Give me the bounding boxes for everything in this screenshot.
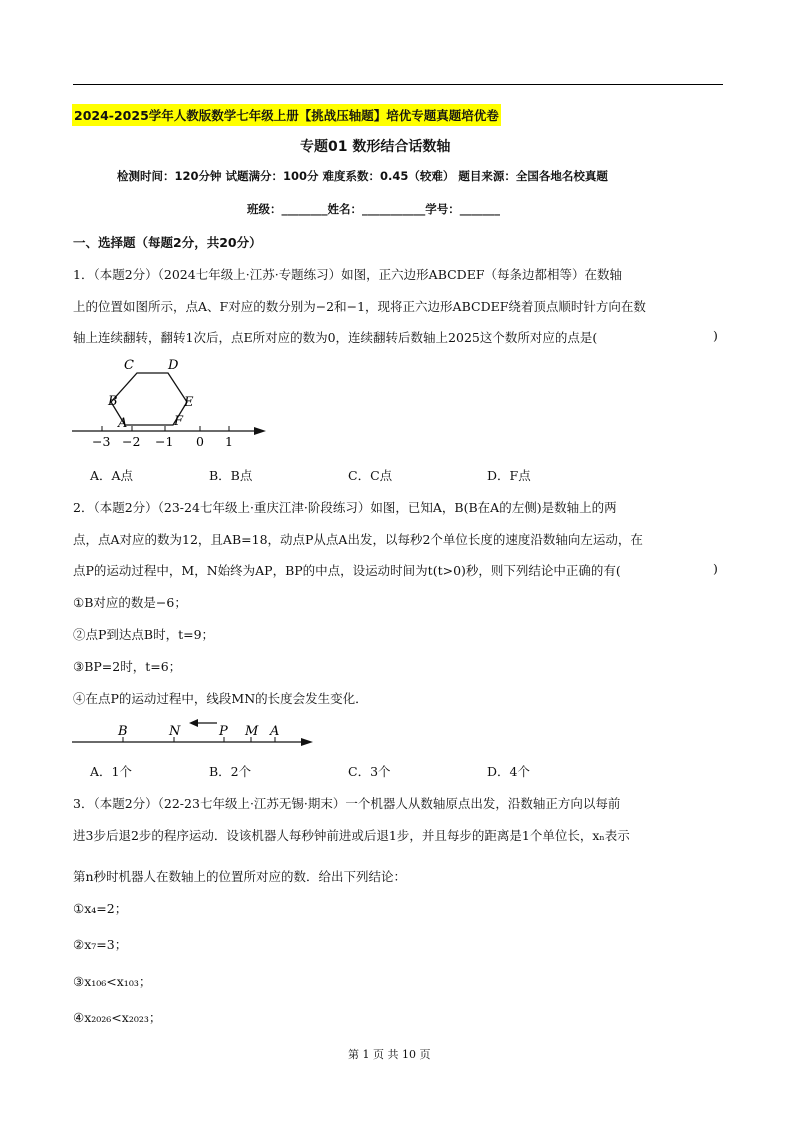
q3-line2: 进3步后退2步的程序运动．设该机器人每秒钟前进或后退1步，并且每步的距离是1个单位长，xₙ表示 [73,828,630,843]
point-label-m: M [245,724,259,739]
q1-figure [70,355,280,450]
q2-option-c[interactable]: C．3个 [348,764,391,779]
q1-option-c[interactable]: C．C点 [348,468,393,483]
tick-label: −1 [155,434,174,449]
q3-line1: 3．（本题2分）（22-23七年级上·江苏无锡·期末）一个机器人从数轴原点出发，沿数轴正方向以每前 [73,796,621,811]
point-label-n: N [169,724,181,739]
header-rule [73,84,723,85]
q2-option-d[interactable]: D．4个 [487,764,530,779]
q3-statement-3: ③x₁₀₆<x₁₀₃； [73,974,152,989]
motion-arrow-head [189,719,198,727]
q2-line2: 点，点A对应的数为12，且AB=18，动点P从点A出发，以每秒2个单位长度的速度沿数轴向左运动，在 [73,532,643,547]
q1-line2: 上的位置如图所示，点A、F对应的数分别为−2和−1，现将正六边形ABCDEF绕着顶点顺时针方向在数 [73,299,646,314]
point-label-b: B [118,724,128,739]
q2-statement-2: ②点P到达点B时，t=9； [73,627,215,642]
q3-statement-1: ①x₄=2； [73,901,128,916]
q2-figure [70,715,320,750]
page-footer: 第 1 页 共 10 页 [348,1048,431,1061]
q1-option-d[interactable]: D．F点 [487,468,531,483]
tick-label: −2 [122,434,141,449]
q2-statement-3: ③BP=2时，t=6； [73,659,182,674]
vertex-label-f: F [174,414,184,429]
point-label-p: P [219,724,228,739]
q1-answer-paren: ) [713,328,718,343]
q1-line1: 1．（本题2分）（2024七年级上·江苏·专题练习）如图，正六边形ABCDEF（每条边都相等）在数轴 [73,267,622,282]
q2-statement-1: ①B对应的数是−6； [73,595,187,610]
q1-line3: 轴上连续翻转，翻转1次后，点E所对应的数为0，连续翻转后数轴上2025这个数所对应的点是( [73,330,598,345]
section-heading: 一、选择题（每题2分，共20分） [73,235,262,250]
tick-label: −3 [92,434,111,449]
tick-label: 1 [225,434,233,449]
page-title: 专题01 数形结合话数轴 [300,139,451,155]
q2-option-a[interactable]: A．1个 [90,764,132,779]
student-info: 班级：________姓名：___________学号：_______ [247,202,500,216]
q2-line1: 2．（本题2分）（23-24七年级上·重庆江津·阶段练习）如图，已知A，B(B在A的左侧)是数轴上的两 [73,500,617,515]
q1-option-a[interactable]: A．A点 [90,468,134,483]
q2-statement-4: ④在点P的运动过程中，线段MN的长度会发生变化． [73,691,368,706]
q3-statement-2: ②x₇=3； [73,937,128,952]
exam-meta: 检测时间：120分钟 试题满分：100分 难度系数：0.45（较难） 题目来源：全国各地名校真题 [117,169,608,183]
vertex-label-b: B [108,394,118,409]
q3-line3: 第n秒时机器人在数轴上的位置所对应的数．给出下列结论： [73,869,407,884]
vertex-label-e: E [184,395,194,410]
q1-option-b[interactable]: B．B点 [209,468,253,483]
tick-label: 0 [196,434,204,449]
vertex-label-d: D [168,358,179,373]
point-label-a: A [270,724,280,739]
vertex-label-c: C [124,358,134,373]
vertex-label-a: A [118,416,128,431]
q2-arrow-head [301,738,313,746]
header-banner: 2024-2025学年人教版数学七年级上册【挑战压轴题】培优专题真题培优卷 [72,104,501,126]
q1-arrow-head [254,427,266,435]
q2-option-b[interactable]: B．2个 [209,764,252,779]
q3-statement-4: ④x₂₀₂₆<x₂₀₂₃； [73,1010,162,1025]
q2-answer-paren: ) [713,561,718,576]
q2-line3: 点P的运动过程中，M，N始终为AP，BP的中点，设运动时间为t(t>0)秒，则下列结论中正确的有( [73,563,621,578]
